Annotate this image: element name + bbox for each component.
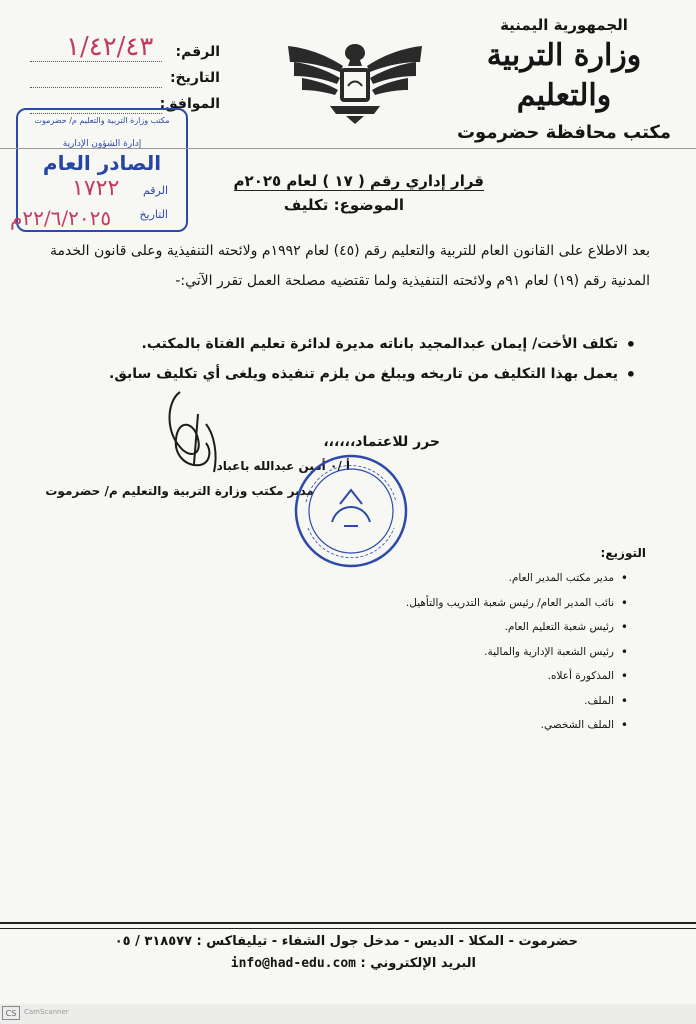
distribution-list bbox=[328, 572, 628, 744]
footer-address: حضرموت - المكلا - الديس - مدخل جول الشفاء - تيليفاكس : ٣١٨٥٧٧ / ٠٥ bbox=[114, 934, 578, 949]
distribution-item: • الملف. bbox=[328, 695, 628, 720]
body-paragraph: بعد الاطلاع على القانون العام للتربية والتعليم رقم (٤٥) لعام ١٩٩٢م ولائحته التنفيذية وعلى قانون الخدمة المدنية رقم (١٩) لعام ٩١م ولائحته التنفيذية ولما تقتضيه مصلحة العمل تقرر الآتي:- bbox=[50, 243, 650, 289]
distribution-title: التوزيع: bbox=[600, 546, 646, 560]
clause-item: • تكلف الأخت/ إيمان عبدالمجيد باناته مديرة لدائرة تعليم الفتاة بالمكتب. bbox=[76, 336, 636, 352]
footer-divider-thin bbox=[0, 928, 696, 929]
office-name: مكتب محافظة حضرموت bbox=[456, 122, 672, 143]
ref-label: الرقم: bbox=[175, 44, 220, 60]
distribution-item: • مدير مكتب المدير العام. bbox=[328, 572, 628, 597]
ministry-name: وزارة التربية والتعليم bbox=[486, 38, 642, 113]
footer-email-link[interactable]: info@had-edu.com bbox=[230, 956, 356, 971]
attach-label: الموافق: bbox=[159, 96, 220, 112]
letterhead-right bbox=[454, 16, 674, 143]
clause-item: • يعمل بهذا التكليف من تاريخه ويبلغ من يلزم تنفيذه ويلغى أي تكليف سابق. bbox=[76, 366, 636, 382]
date-label: التاريخ: bbox=[169, 70, 220, 86]
distribution-item: • المذكورة أعلاه. bbox=[328, 670, 628, 695]
distribution-item: • رئيس شعبة التعليم العام. bbox=[328, 621, 628, 646]
stamp-title: الصادر العام bbox=[42, 151, 162, 175]
footer-divider-thick bbox=[0, 922, 696, 924]
camscanner-icon: CS bbox=[2, 1006, 20, 1020]
distribution-item: • الملف الشخصي. bbox=[328, 719, 628, 744]
republic-name: الجمهورية اليمنية bbox=[500, 16, 628, 34]
date-row bbox=[30, 70, 220, 92]
yemen-eagle-emblem-icon bbox=[280, 36, 430, 126]
date-line bbox=[30, 87, 162, 88]
stamp-number-value: ١٧٢٢ bbox=[72, 176, 120, 201]
stamp-date-value: ٢٢/٦/٢٠٢٥م bbox=[10, 206, 112, 230]
stamp-number-label: الرقم bbox=[142, 184, 168, 197]
stamp-office-text: مكتب وزارة التربية والتعليم م/ حضرموت bbox=[34, 116, 170, 125]
header-divider bbox=[0, 148, 696, 149]
scanner-watermark-bar bbox=[0, 1004, 696, 1024]
decision-subject: الموضوع: تكليف bbox=[283, 196, 404, 214]
distribution-item: • رئيس الشعبة الإدارية والمالية. bbox=[328, 646, 628, 671]
stamp-admin-text: إدارة الشؤون الإدارية bbox=[62, 139, 142, 149]
scanner-watermark-text: CamScanner bbox=[24, 1008, 69, 1016]
signer-title: مدير مكتب وزارة التربية والتعليم م/ حضرموت bbox=[45, 484, 314, 498]
outbox-stamp bbox=[10, 108, 188, 232]
stamp-date-label: التاريخ bbox=[139, 208, 168, 221]
ref-row bbox=[30, 32, 220, 66]
ref-handwritten-value: ١/٤٢/٤٣ bbox=[66, 32, 154, 62]
footer-email-label: البريد الإلكتروني : bbox=[360, 956, 476, 971]
decision-title: قرار إداري رقم ( ١٧ ) لعام ٢٠٢٥م bbox=[233, 172, 484, 190]
approval-note: حرر للاعتماد،،،،،، bbox=[323, 434, 440, 450]
official-round-stamp bbox=[292, 452, 410, 570]
distribution-item: • نائب المدير العام/ رئيس شعبة التدريب والتأهيل. bbox=[328, 597, 628, 622]
footer-email-row bbox=[231, 956, 476, 971]
signer-name: أ /٠ أمين عبدالله باعباد bbox=[216, 459, 350, 473]
